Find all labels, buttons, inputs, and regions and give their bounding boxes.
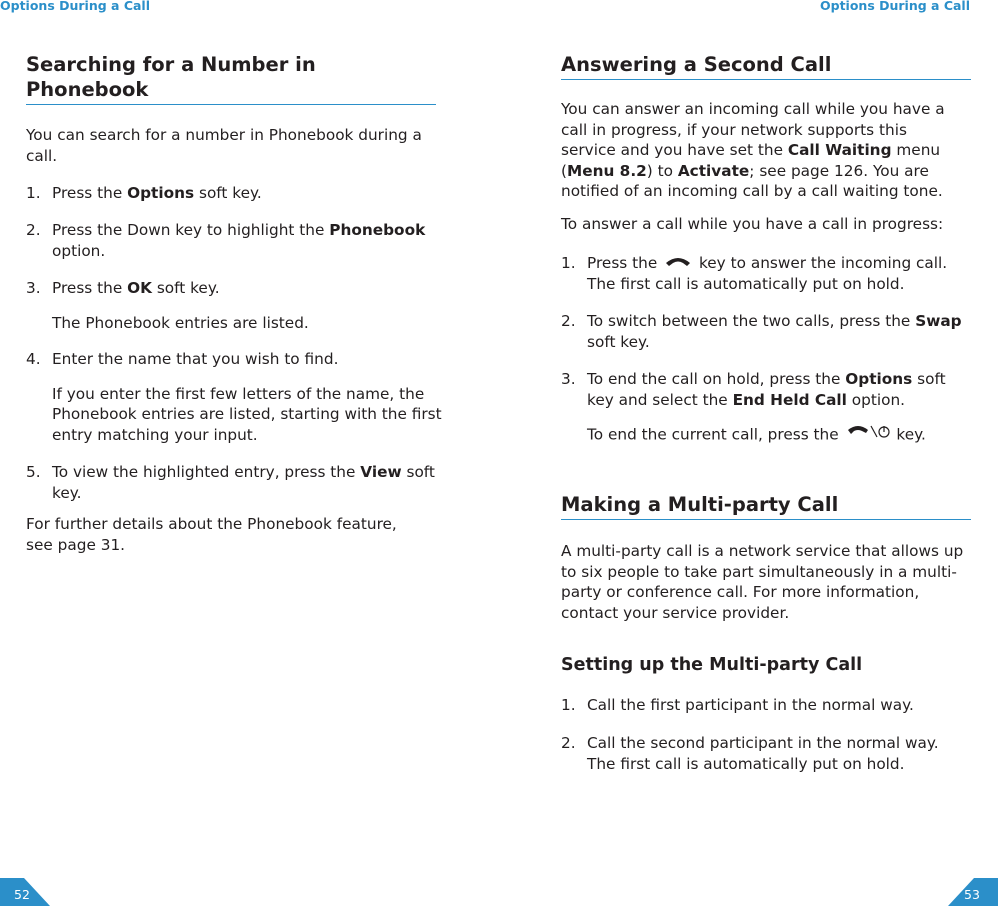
send-key-icon: [662, 253, 694, 274]
section-title-searching: Searching for a Number in Phonebook: [26, 52, 436, 105]
running-head-left: Options During a Call: [0, 0, 150, 13]
list-item: 3. To end the call on hold, press the Options soft key and select the End Held Call option. To end the current call, press the key.: [561, 369, 971, 446]
list-item: 2. Call the second participant in the normal way. The first call is automatically put on hold.: [561, 734, 939, 773]
list-item: 1. Press the key to answer the incoming call. The first call is automatically put on hold.: [561, 254, 948, 293]
step-note: The Phonebook entries are listed.: [52, 313, 309, 332]
list-item: 1. Press the Options soft key.: [26, 184, 262, 202]
intro-paragraph: You can search for a number in Phonebook during a call.: [26, 126, 422, 165]
list-item: 4. Enter the name that you wish to find. If you enter the first few letters of the name, the Phonebook entries are listed, starting with the first entry matching your input.: [26, 349, 464, 445]
step-note: If you enter the first few letters of the name, the Phonebook entries are listed, starting with the first entry matching your input.: [52, 384, 442, 444]
subsection-title: Setting up the Multi-party Call: [561, 655, 863, 675]
list-item: 1. Call the first participant in the normal way.: [561, 696, 914, 714]
footer-paragraph: For further details about the Phonebook feature, see page 31.: [26, 515, 397, 554]
list-item: 2. Press the Down key to highlight the Phonebook option.: [26, 221, 426, 260]
intro-paragraph: You can answer an incoming call while you have a call in progress, if your network supports this service and you have set the Call Waiting menu (Menu 8.2) to Activate; see page 126. You are notified of an incoming call by a call waiting tone.: [561, 100, 945, 200]
end-power-key-icon: [844, 424, 892, 446]
right-page: [499, 0, 998, 906]
intro-paragraph: A multi-party call is a network service that allows up to six people to take part simultaneously in a multi-party or conference call. For more information, contact your service provider.: [561, 542, 964, 622]
page-number-tab-right: [946, 878, 998, 906]
list-item: 5. To view the highlighted entry, press the View soft key.: [26, 463, 435, 502]
page-number-right: 53: [964, 887, 980, 902]
step-note: To end the current call, press the key.: [587, 424, 971, 446]
list-item: 3. Press the OK soft key. The Phonebook entries are listed.: [26, 278, 462, 333]
section-title-answering: Answering a Second Call: [561, 52, 971, 80]
section-title-multiparty: Making a Multi-party Call: [561, 492, 971, 520]
page-number-tab-left: [0, 878, 52, 906]
lead-paragraph: To answer a call while you have a call in progress:: [561, 215, 944, 233]
running-head-right: Options During a Call: [820, 0, 970, 13]
page-number-left: 52: [14, 887, 30, 902]
list-item: 2. To switch between the two calls, press the Swap soft key.: [561, 312, 962, 351]
